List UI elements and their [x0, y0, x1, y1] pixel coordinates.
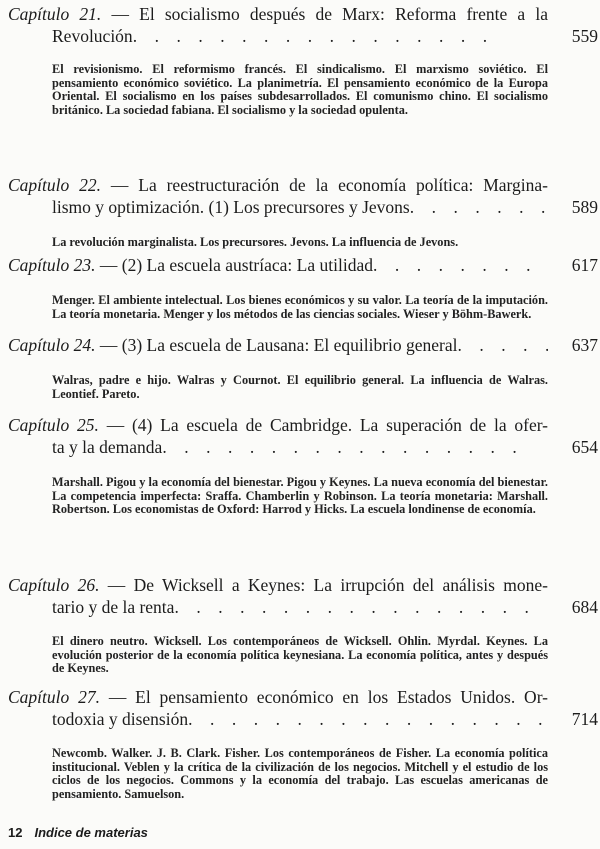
chapter-summary: Menger. El ambiente intelectual. Los bienes económicos y su valor. La teoría de la imputación. La teoría monetaria. Menger y los métodos de las ciencias sociales. Wieser y Böhm-Bawerk. [52, 293, 548, 321]
page-number: 654 [571, 437, 598, 457]
dot-leader [133, 25, 548, 47]
dot-leader [162, 436, 548, 458]
chapter-23 [8, 254, 598, 321]
chapter-27 [8, 686, 598, 801]
chapter-22 [8, 174, 598, 250]
chapter-label: Capítulo 23. [8, 255, 96, 275]
page-footer [8, 825, 148, 840]
dot-leader [410, 196, 548, 218]
chapter-title: — De Wicksell a Keynes: La irrupción del análisis mone- [107, 575, 549, 595]
page-number: 637 [571, 335, 598, 355]
page-number: 559 [571, 26, 598, 46]
dot-leader [188, 708, 548, 730]
footer-title: Indice de materias [34, 825, 148, 840]
chapter-summary: Newcomb. Walker. J. B. Clark. Fisher. Los contemporáneos de Fisher. La economía política institucional. Veblen y la crítica de la civilización de los negocios. Mitchell y el estudio de los ciclos de los negocios. Commons y la economía del trabajo. Las escuelas americanas de pensamiento. Samuelson. [52, 746, 548, 801]
chapter-21 [8, 3, 598, 117]
chapter-label: Capítulo 24. [8, 335, 96, 355]
chapter-label: Capítulo 21. [8, 4, 102, 24]
chapter-summary: El revisionismo. El reformismo francés. El sindicalismo. El marxismo soviético. El pensamiento económico soviético. La planimetría. El pensamiento económico de la Europa Oriental. El socialismo en los países subdesarrollados. El comunismo chino. El socialismo británico. La sociedad fabiana. El socialismo y la sociedad opulenta. [52, 62, 548, 117]
page-number: 617 [571, 255, 598, 275]
chapter-label: Capítulo 26. [8, 575, 100, 595]
chapter-title-cont: tario y de la renta [52, 597, 175, 617]
chapter-summary: Walras, padre e hijo. Walras y Cournot. El equilibrio general. La influencia de Walras. Leontief. Pareto. [52, 373, 548, 401]
page-number: 714 [571, 709, 598, 729]
chapter-24 [8, 334, 598, 401]
chapter-title-cont: todoxia y disensión [52, 709, 189, 729]
chapter-title: — El pensamiento económico en los Estados Unidos. Or- [108, 687, 548, 707]
dot-leader [174, 596, 548, 618]
chapter-summary: La revolución marginalista. Los precursores. Jevons. La influencia de Jevons. [52, 235, 459, 249]
chapter-summary: El dinero neutro. Wicksell. Los contemporáneos de Wicksell. Ohlin. Myrdal. Keynes. La evolución posterior de la economía política keynesiana. La economía política, antes y después de Keynes. [52, 634, 548, 676]
chapter-title: — La reestructuración de la economía política: Margina- [110, 175, 548, 195]
page-number: 589 [571, 197, 598, 217]
dot-leader [373, 254, 548, 276]
chapter-title: — El socialismo después de Marx: Reforma frente a la [111, 4, 548, 24]
chapter-title-cont: Revolución [52, 26, 133, 46]
chapter-summary: Marshall. Pigou y la economía del bienestar. Pigou y Keynes. La nueva economía del bienestar. La competencia imperfecta: Sraffa. Chamberlin y Robinson. La teoría monetaria: Marshall. Robertson. Los economistas de Oxford: Harrod y Hicks. La escuela londinense de economía. [52, 475, 548, 517]
chapter-label: Capítulo 27. [8, 687, 100, 707]
chapter-25 [8, 414, 598, 517]
chapter-title-cont: lismo y optimización. (1) Los precursores y Jevons [52, 197, 410, 217]
chapter-title-cont: ta y la demanda [52, 437, 163, 457]
chapter-title: — (3) La escuela de Lausana: El equilibrio general [99, 335, 458, 355]
chapter-label: Capítulo 25. [8, 415, 99, 435]
chapter-title: — (4) La escuela de Cambridge. La superación de la ofer- [106, 415, 549, 435]
chapter-26 [8, 574, 598, 676]
chapter-label: Capítulo 22. [8, 175, 102, 195]
page-number: 684 [571, 597, 598, 617]
chapter-title: — (2) La escuela austríaca: La utilidad [99, 255, 373, 275]
footer-page-number: 12 [8, 825, 23, 840]
dot-leader [458, 334, 548, 356]
